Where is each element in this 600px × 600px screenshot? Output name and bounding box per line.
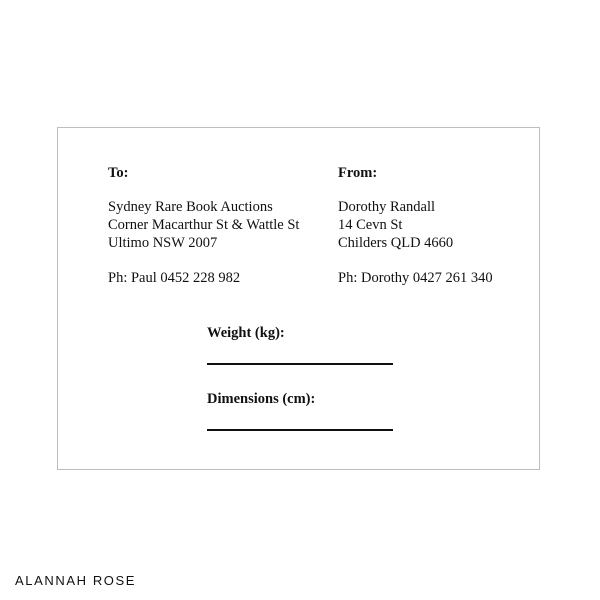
to-address-line-3: Ultimo NSW 2007 — [108, 235, 218, 251]
shipping-label — [57, 127, 540, 470]
weight-write-line — [207, 363, 393, 365]
to-address-line-1: Sydney Rare Book Auctions — [108, 199, 273, 215]
from-heading: From: — [338, 165, 378, 181]
brand-logo-text: ALANNAH ROSE — [15, 573, 137, 588]
from-address-line-2: 14 Cevn St — [338, 217, 403, 233]
from-phone: Ph: Dorothy 0427 261 340 — [338, 270, 493, 286]
from-address-line-1: Dorothy Randall — [338, 199, 436, 215]
to-heading: To: — [108, 165, 129, 181]
from-address-line-3: Childers QLD 4660 — [338, 235, 454, 251]
to-phone: Ph: Paul 0452 228 982 — [108, 270, 241, 286]
dimensions-write-line — [207, 429, 393, 431]
weight-label: Weight (kg): — [207, 325, 285, 341]
to-address-line-2: Corner Macarthur St & Wattle St — [108, 217, 300, 233]
dimensions-label: Dimensions (cm): — [207, 391, 316, 407]
